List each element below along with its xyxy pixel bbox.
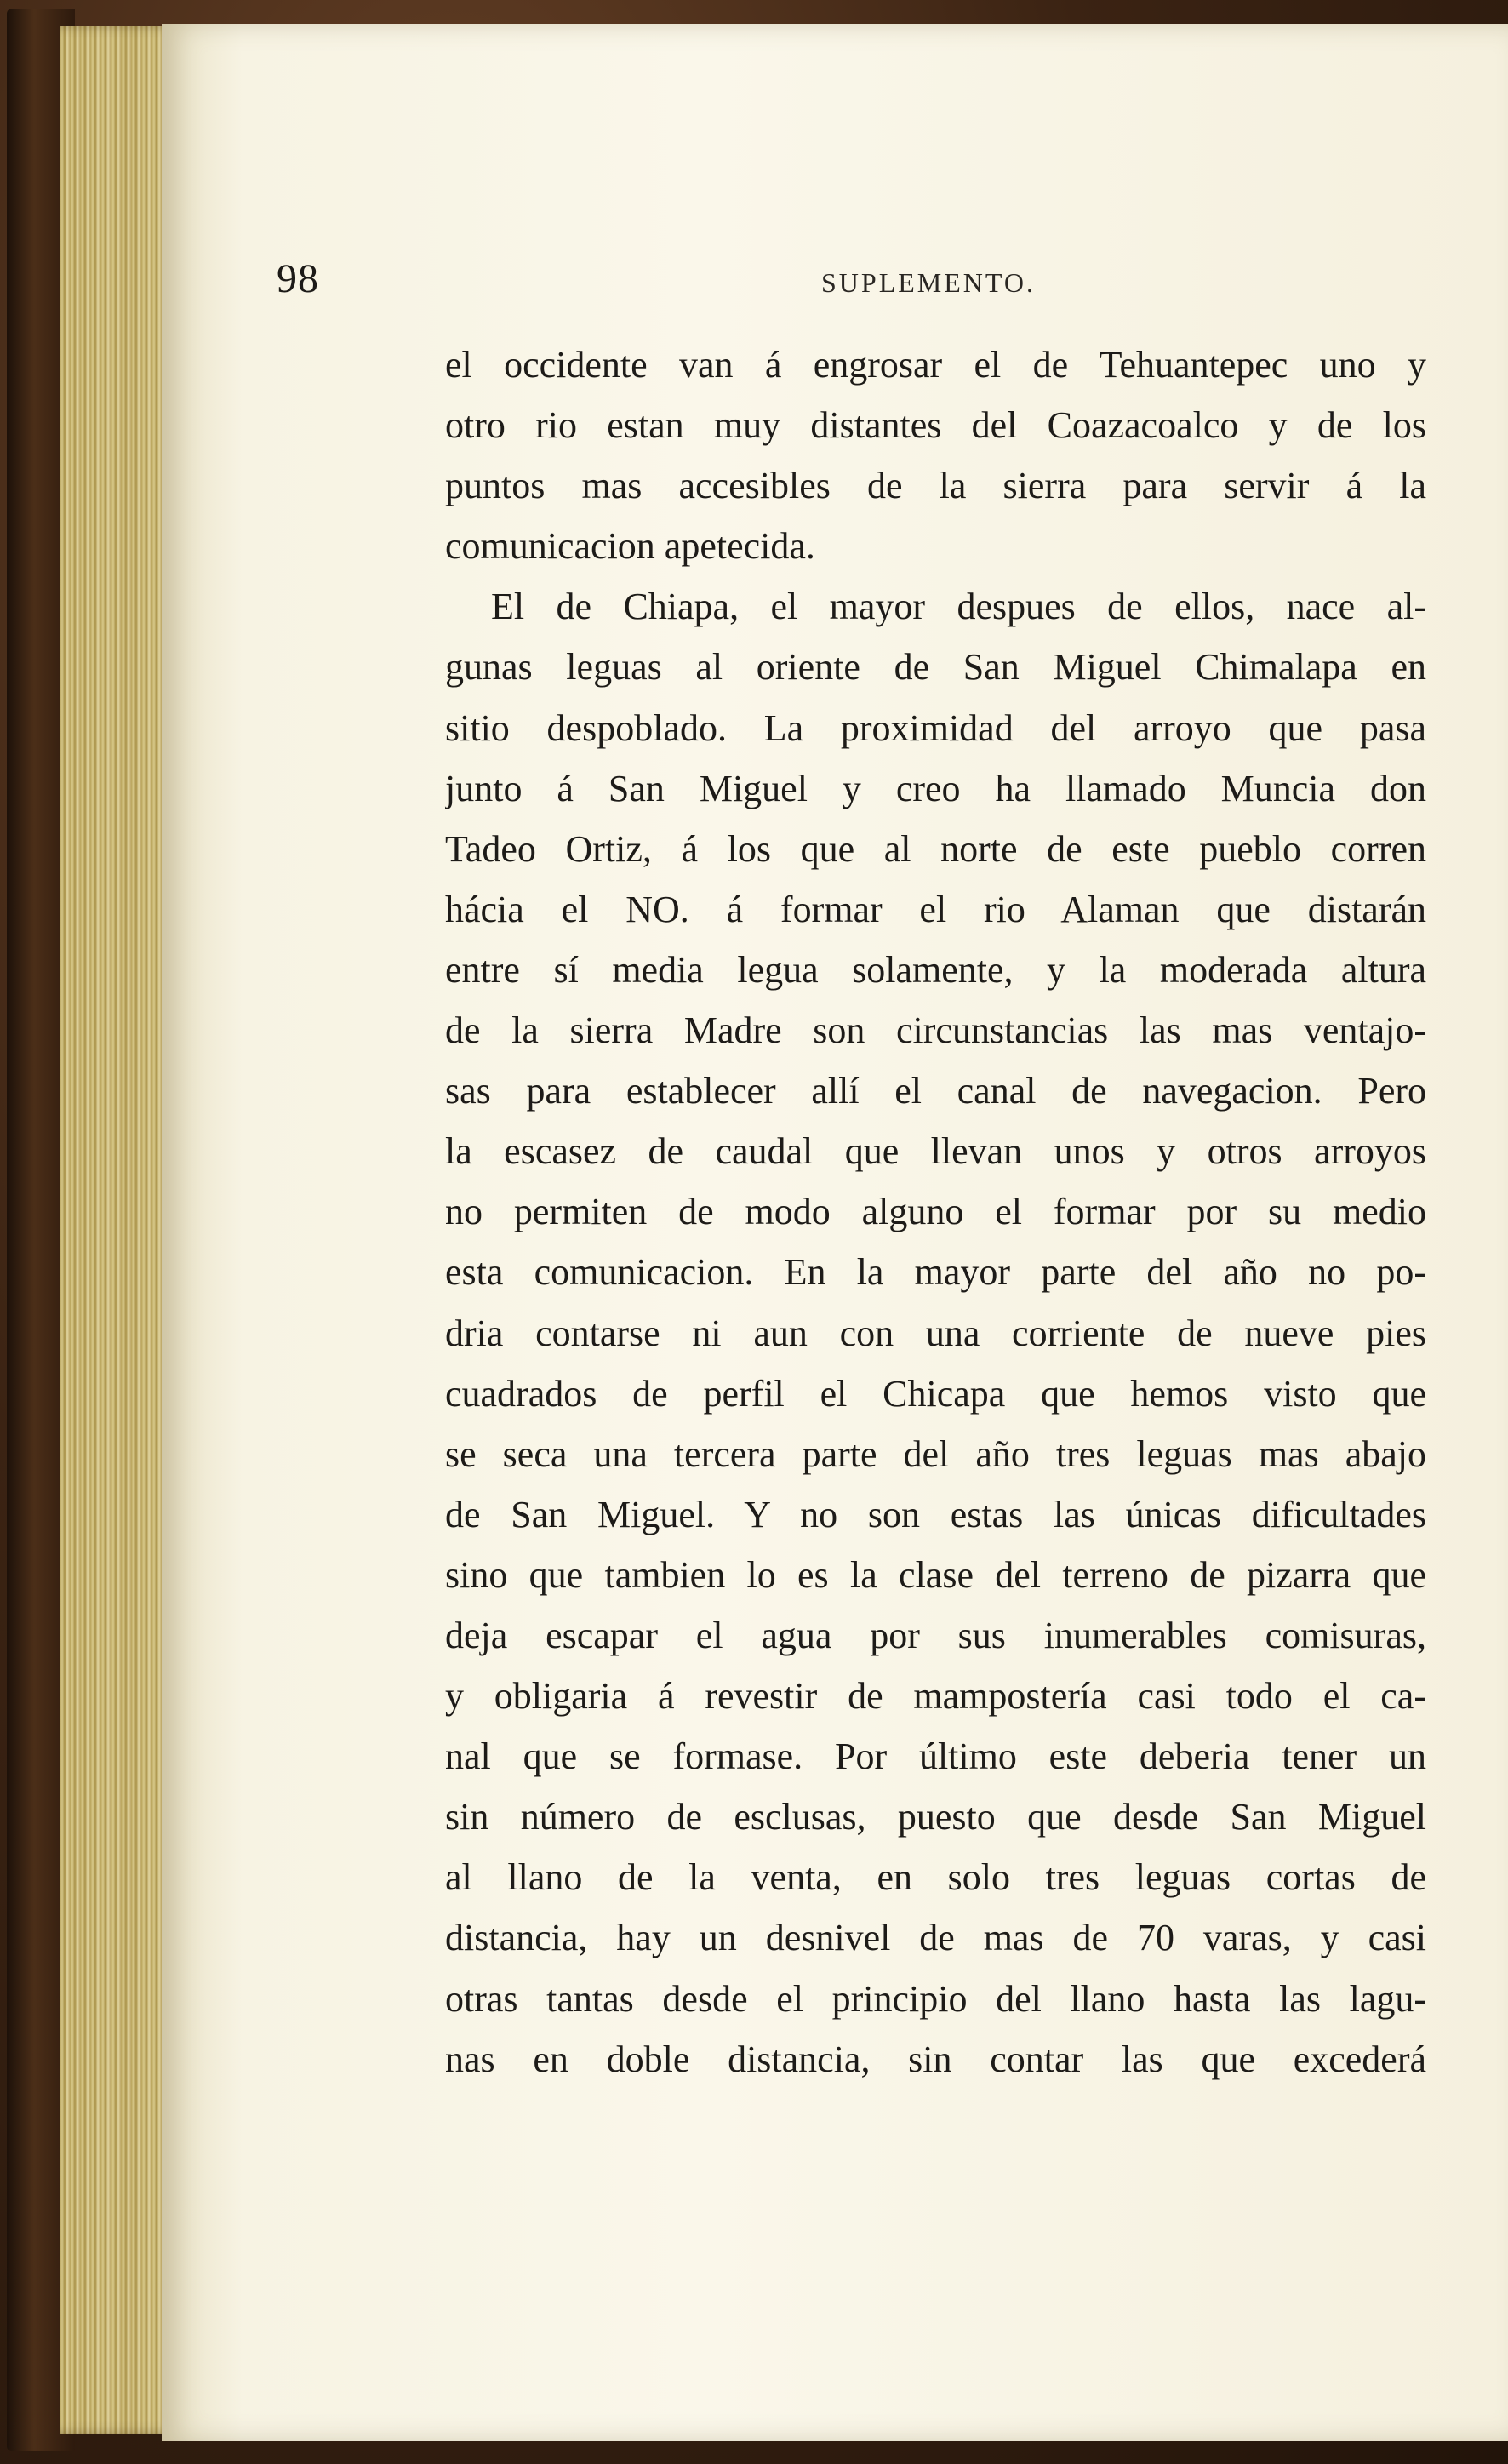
- page-edges: [60, 26, 179, 2434]
- text-line: Tadeo Ortiz, á los que al norte de este pueblo corren: [445, 827, 1426, 870]
- text-line: sas para establecer allí el canal de navegacion. Pero: [445, 1070, 1426, 1112]
- text-line: el occidente van á engrosar el de Tehuantepec uno y: [445, 344, 1426, 386]
- text-line: distancia, hay un desnivel de mas de 70 varas, y casi: [445, 1917, 1426, 1959]
- text-line: al llano de la venta, en solo tres leguas cortas de: [445, 1856, 1426, 1899]
- text-line: otro rio estan muy distantes del Coazacoalco y de los: [445, 404, 1426, 447]
- text-line: se seca una tercera parte del año tres leguas mas abajo: [445, 1432, 1426, 1475]
- text-line: no permiten de modo alguno el formar por su medio: [445, 1191, 1426, 1233]
- text-line: puntos mas accesibles de la sierra para servir á la: [445, 465, 1426, 507]
- text-line: nal que se formase. Por último este deberia tener un: [445, 1735, 1426, 1778]
- text-line: entre sí media legua solamente, y la moderada altura: [445, 948, 1426, 991]
- page-number: 98: [277, 256, 319, 301]
- text-line: sin número de esclusas, puesto que desde San Miguel: [445, 1796, 1426, 1838]
- page-header: [277, 255, 1425, 315]
- text-line: sitio despoblado. La proximidad del arroyo que pasa: [445, 706, 1426, 749]
- text-line: y obligaria á revestir de mampostería casi todo el ca-: [445, 1675, 1426, 1718]
- text-line: la escasez de caudal que llevan unos y otros arroyos: [445, 1130, 1426, 1173]
- text-line: El de Chiapa, el mayor despues de ellos, nace al-: [491, 586, 1426, 628]
- text-line: nas en doble distancia, sin contar las que excederá: [445, 2038, 1426, 2080]
- text-line: comunicacion apetecida.: [445, 525, 815, 568]
- text-line: deja escapar el agua por sus inumerables comisuras,: [445, 1614, 1426, 1656]
- text-line: cuadrados de perfil el Chicapa que hemos visto que: [445, 1372, 1426, 1415]
- text-line: gunas leguas al oriente de San Miguel Chimalapa en: [445, 646, 1426, 689]
- body-text: [445, 334, 1426, 2090]
- text-line: hácia el NO. á formar el rio Alaman que distarán: [445, 888, 1426, 930]
- running-head: SUPLEMENTO.: [821, 267, 1036, 298]
- text-line: dria contarse ni aun con una corriente de nueve pies: [445, 1312, 1426, 1354]
- text-line: sino que tambien lo es la clase del terreno de pizarra que: [445, 1553, 1426, 1596]
- text-line: de San Miguel. Y no son estas las únicas dificultades: [445, 1493, 1426, 1535]
- text-line: otras tantas desde el principio del llano hasta las lagu-: [445, 1977, 1426, 2020]
- text-line: de la sierra Madre son circunstancias las mas ventajo-: [445, 1009, 1426, 1052]
- text-line: junto á San Miguel y creo ha llamado Muncia don: [445, 767, 1426, 809]
- text-line: esta comunicacion. En la mayor parte del año no po-: [445, 1251, 1426, 1294]
